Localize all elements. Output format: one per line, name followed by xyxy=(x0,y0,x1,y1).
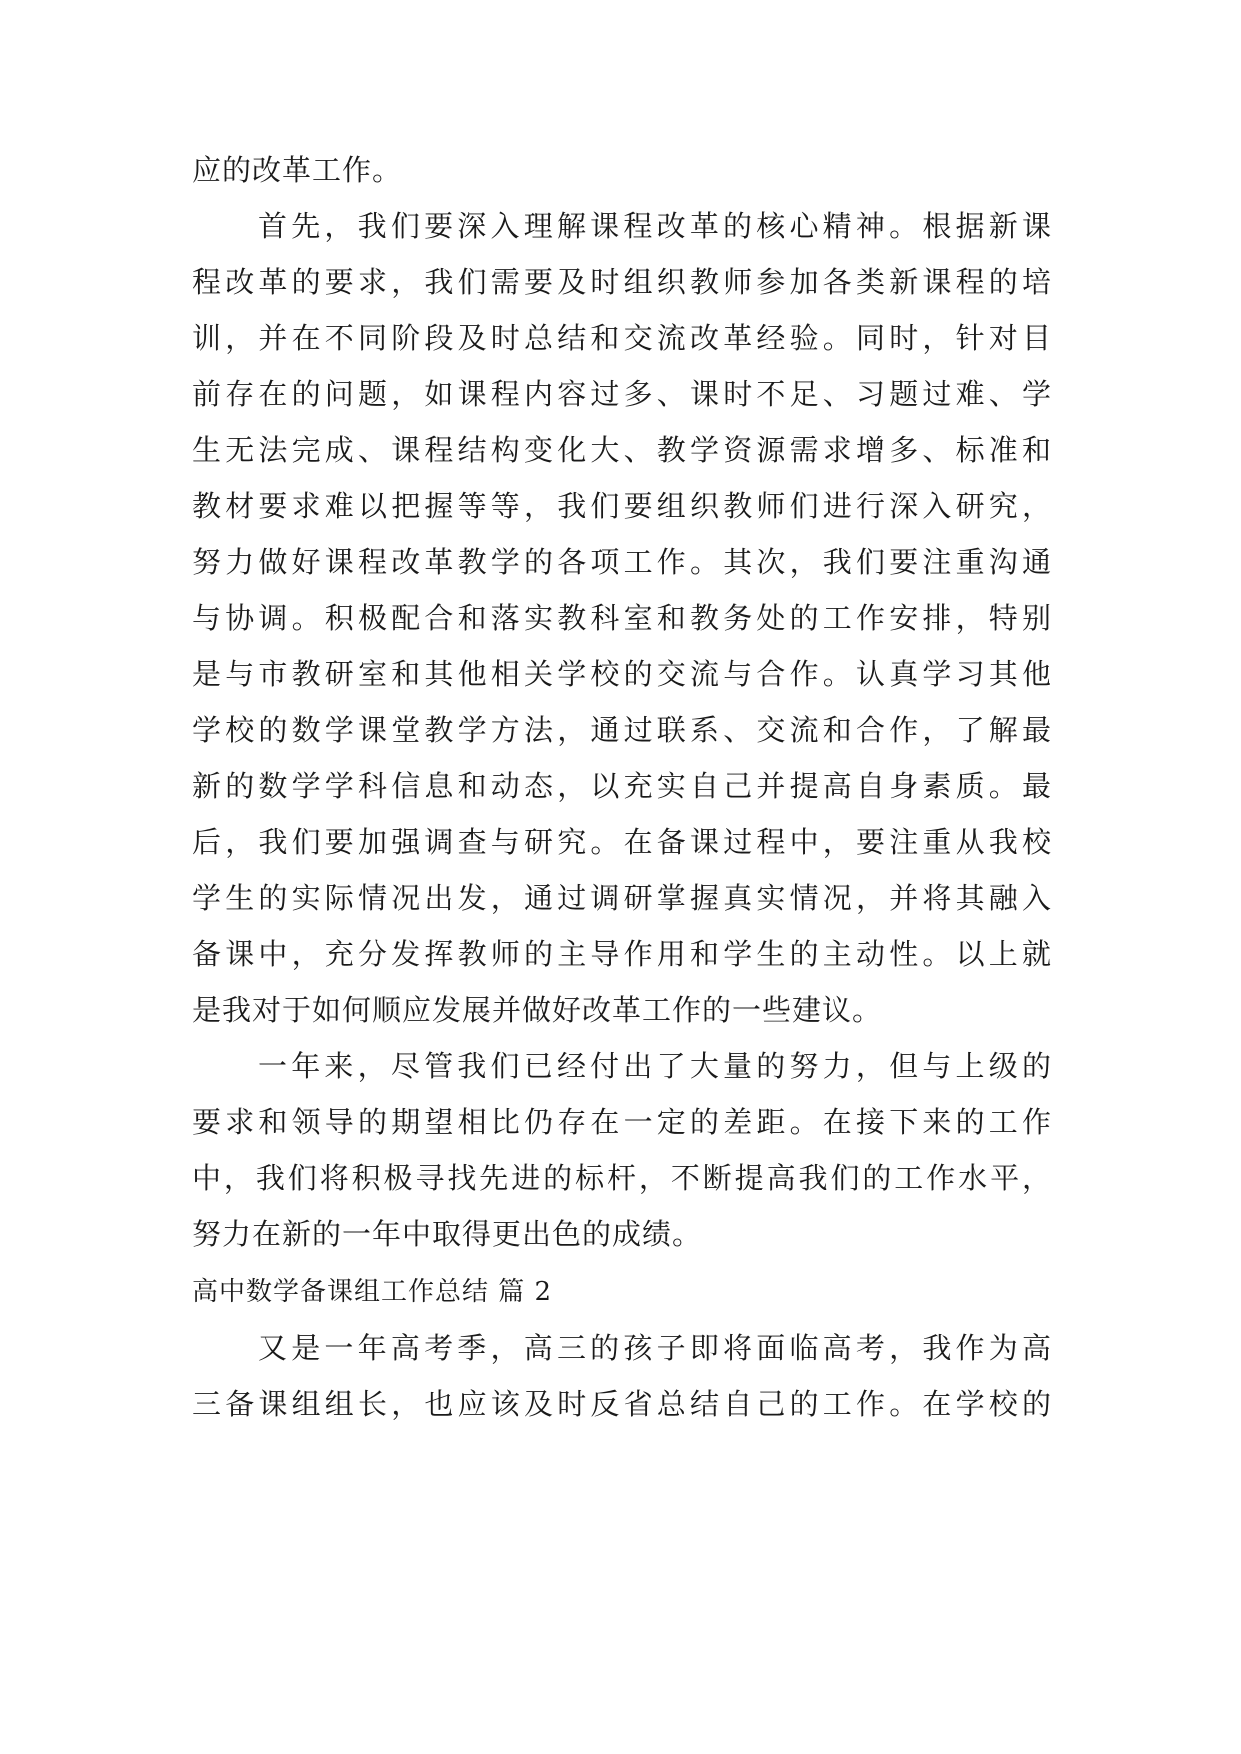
paragraph-core-line: 是与市教研室和其他相关学校的交流与合作。认真学习其他 xyxy=(192,657,1052,691)
paragraph-core-line: 生无法完成、课程结构变化大、教学资源需求增多、标准和 xyxy=(192,433,1052,467)
paragraph-core-line: 备课中，充分发挥教师的主导作用和学生的主动性。以上就 xyxy=(192,937,1052,971)
paragraph-core-line: 新的数学学科信息和动态，以充实自己并提高自身素质。最 xyxy=(192,769,1052,803)
paragraph-core-line: 学校的数学课堂教学方法，通过联系、交流和合作，了解最 xyxy=(192,713,1052,747)
paragraph-core-line: 前存在的问题，如课程内容过多、课时不足、习题过难、学 xyxy=(192,377,1052,411)
paragraph-year-line: 努力在新的一年中取得更出色的成绩。 xyxy=(192,1217,703,1251)
paragraph-core-line: 教材要求难以把握等等，我们要组织教师们进行深入研究， xyxy=(192,489,1052,523)
paragraph-core-line: 首先，我们要深入理解课程改革的核心精神。根据新课 xyxy=(258,209,1052,243)
paragraph-core-line: 是我对于如何顺应发展并做好改革工作的一些建议。 xyxy=(192,993,883,1027)
paragraph-intro-line: 又是一年高考季，高三的孩子即将面临高考，我作为高 xyxy=(258,1331,1052,1365)
paragraph-core-line: 与协调。积极配合和落实教科室和教务处的工作安排，特别 xyxy=(192,601,1052,635)
paragraph-core-line: 学生的实际情况出发，通过调研掌握真实情况，并将其融入 xyxy=(192,881,1052,915)
paragraph-intro-line: 三备课组组长，也应该及时反省总结自己的工作。在学校的 xyxy=(192,1387,1052,1421)
section-heading: 高中数学备课组工作总结 篇 2 xyxy=(192,1277,553,1307)
paragraph-year-line: 一年来，尽管我们已经付出了大量的努力，但与上级的 xyxy=(258,1049,1052,1083)
paragraph-core-line: 后，我们要加强调查与研究。在备课过程中，要注重从我校 xyxy=(192,825,1052,859)
paragraph-year-line: 中，我们将积极寻找先进的标杆，不断提高我们的工作水平， xyxy=(192,1161,1052,1195)
paragraph-year-line: 要求和领导的期望相比仍存在一定的差距。在接下来的工作 xyxy=(192,1105,1052,1139)
paragraph-core-line: 努力做好课程改革教学的各项工作。其次，我们要注重沟通 xyxy=(192,545,1052,579)
paragraph-core-line: 训，并在不同阶段及时总结和交流改革经验。同时，针对目 xyxy=(192,321,1052,355)
paragraph-continuation-line: 应的改革工作。 xyxy=(192,153,403,187)
paragraph-core-line: 程改革的要求，我们需要及时组织教师参加各类新课程的培 xyxy=(192,265,1052,299)
